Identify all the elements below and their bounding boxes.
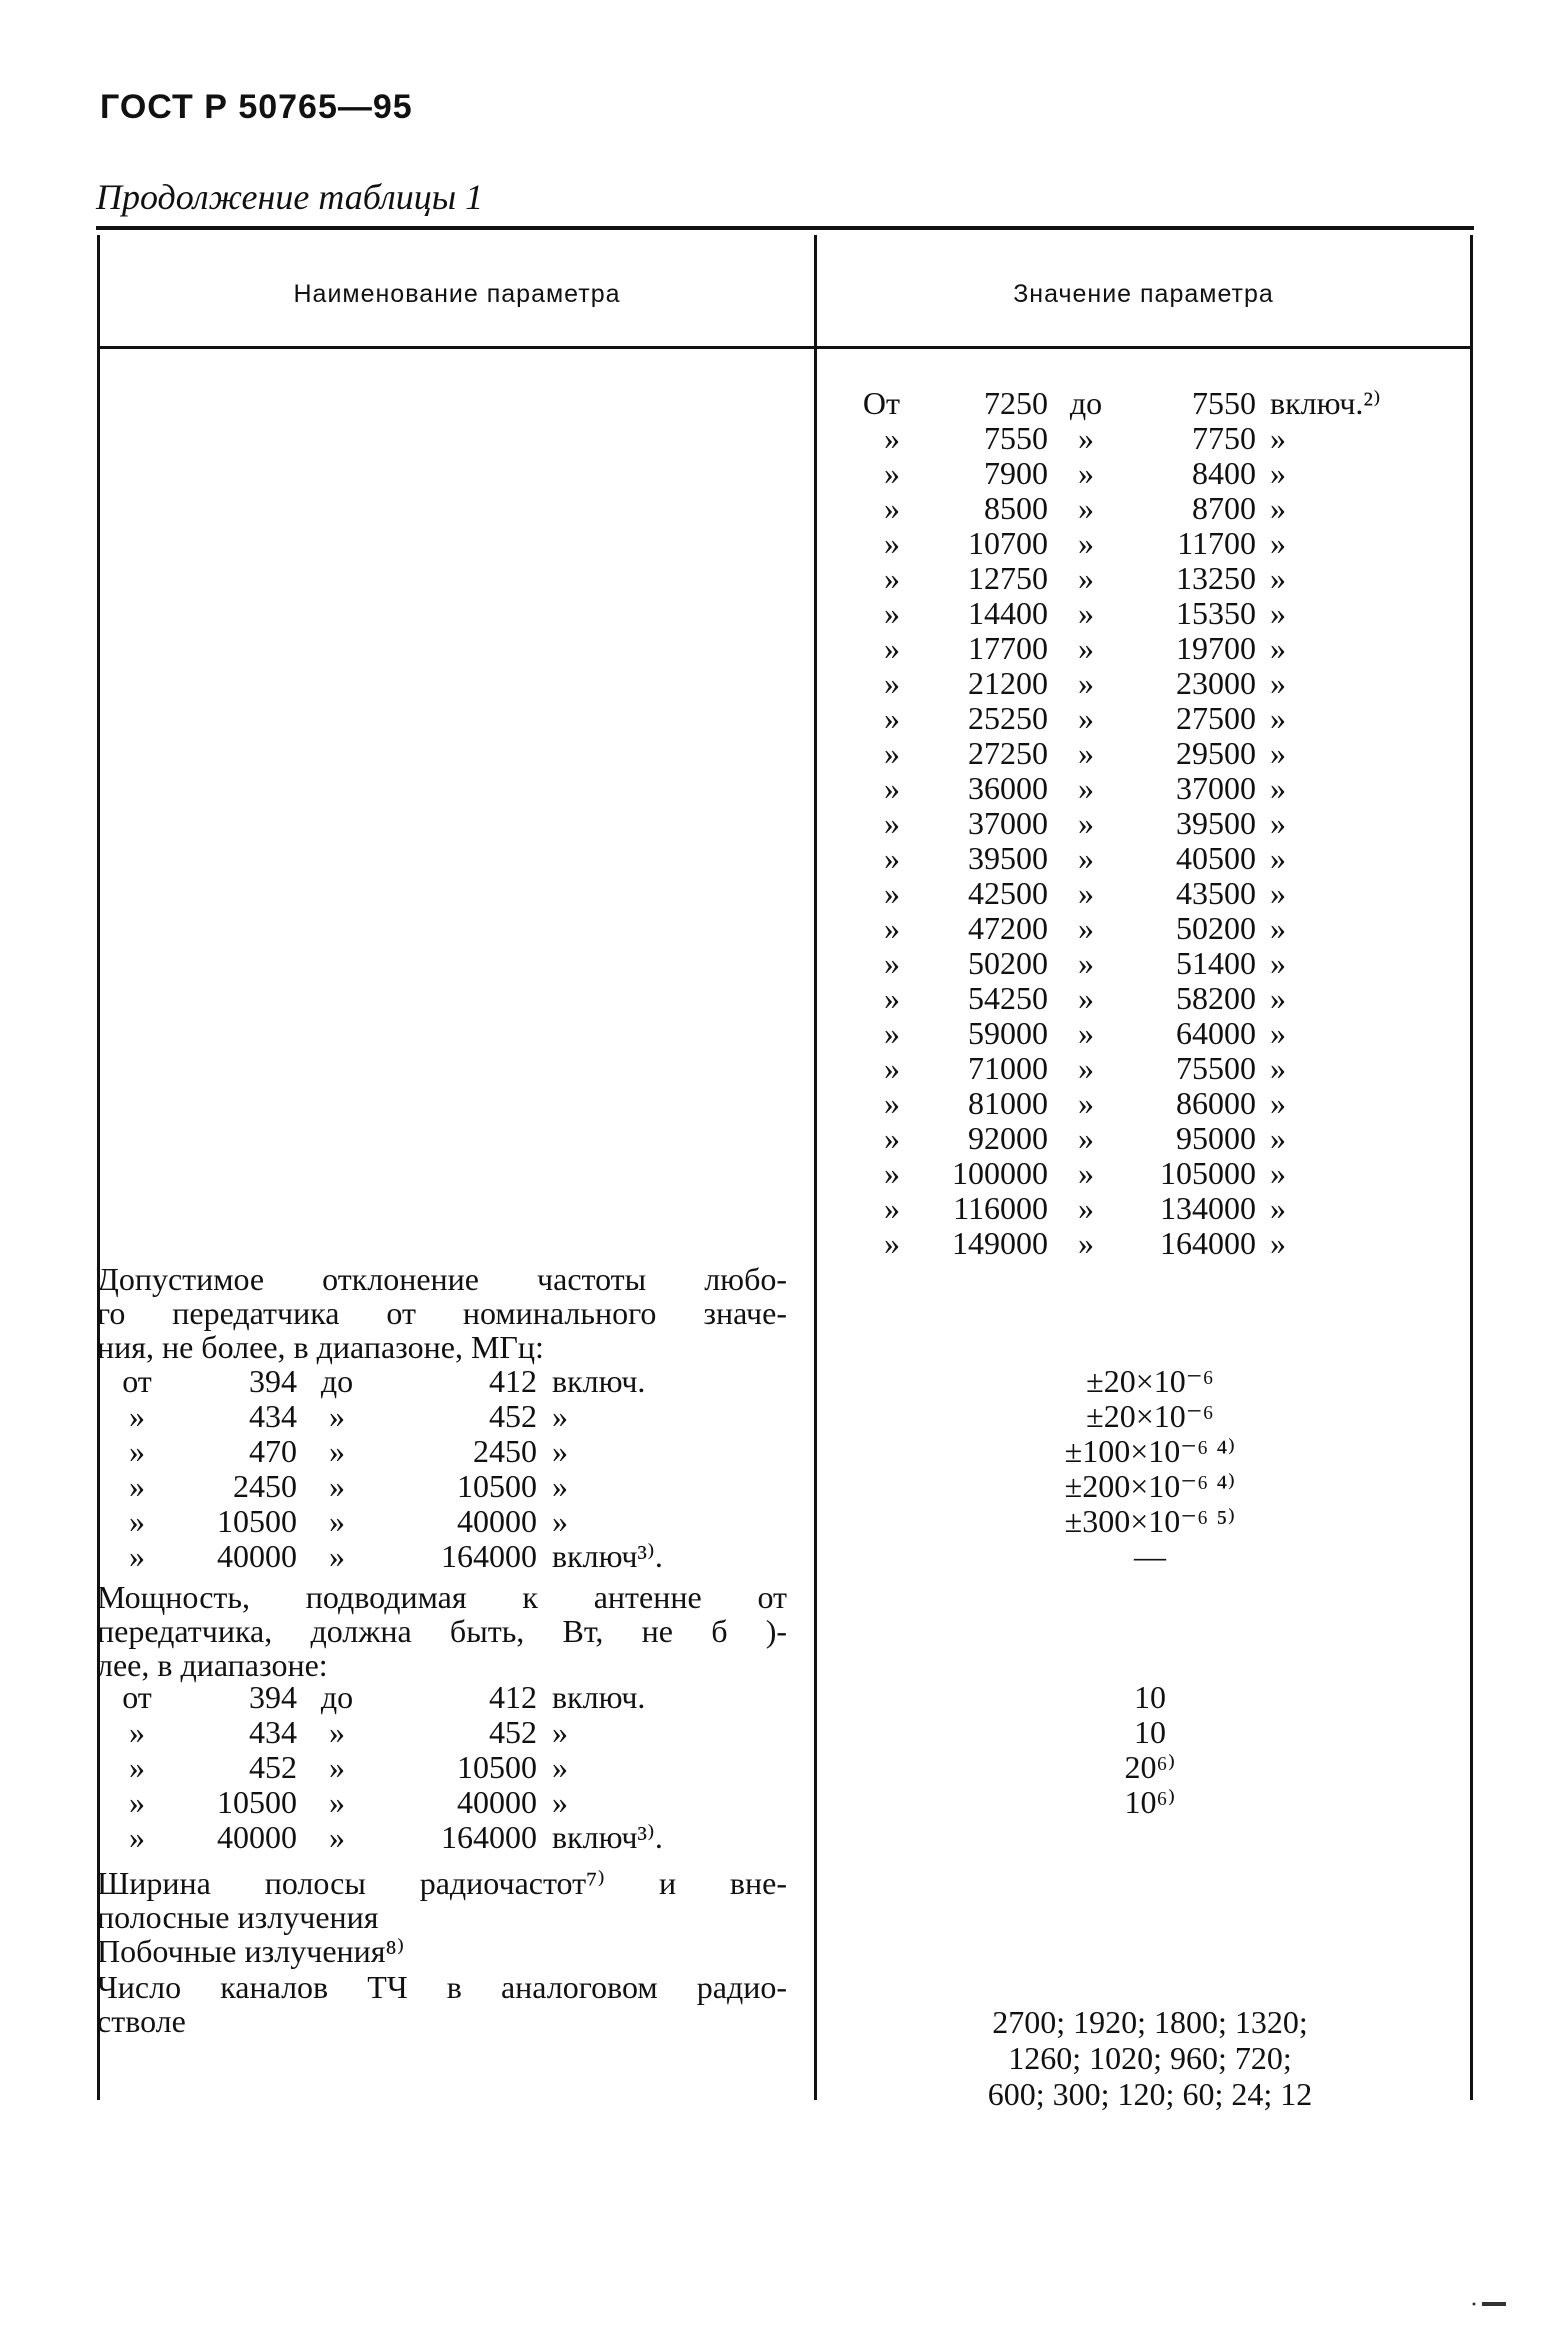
range-suffix: » (1270, 1085, 1286, 1121)
range-suffix: » (1270, 455, 1286, 491)
range-prefix: » (884, 980, 900, 1016)
range-row (820, 911, 1470, 946)
range-end: 15350 (1176, 595, 1256, 631)
range-prefix: » (884, 945, 900, 981)
range-end: 27500 (1176, 700, 1256, 736)
frequency-range-list (820, 386, 1470, 1266)
range-to: » (1078, 630, 1094, 666)
band-from: 394 (249, 1679, 297, 1715)
band-suffix: » (552, 1714, 568, 1750)
range-end: 29500 (1176, 735, 1256, 771)
range-to: » (1078, 525, 1094, 561)
band-to: » (329, 1714, 345, 1750)
scan-mark (1470, 2300, 1510, 2308)
deviation-value: ±100×10⁻⁶ ⁴⁾ (1064, 1433, 1236, 1469)
range-prefix: » (884, 525, 900, 561)
range-suffix: » (1270, 525, 1286, 561)
band-from: 2450 (233, 1468, 297, 1504)
range-from: 42500 (968, 875, 1048, 911)
range-to: » (1078, 1015, 1094, 1051)
channels-line-1: Число каналов ТЧ в аналоговом радио- (97, 1969, 787, 2005)
channels-value-line-1: 2700; 1920; 1800; 1320; (992, 2004, 1308, 2040)
range-row (820, 491, 1470, 526)
range-row (820, 946, 1470, 981)
band-to: » (329, 1819, 345, 1855)
band-to: » (329, 1433, 345, 1469)
range-row (820, 1156, 1470, 1191)
deviation-line-1: Допустимое отклонение частоты любо- (97, 1261, 787, 1297)
range-from: 100000 (952, 1155, 1048, 1191)
range-to: » (1078, 1190, 1094, 1226)
range-from: 14400 (968, 595, 1048, 631)
band-prefix: » (129, 1433, 145, 1469)
range-to: » (1078, 875, 1094, 911)
bandwidth-line-2: полосные излучения (97, 1899, 379, 1935)
band-from: 470 (249, 1433, 297, 1469)
band-prefix: » (129, 1538, 145, 1574)
power-row (97, 1680, 797, 1715)
table-right-border (1470, 235, 1473, 2100)
bandwidth-line-1: Ширина полосы радиочастот⁷⁾ и вне- (97, 1865, 787, 1901)
band-to: » (329, 1749, 345, 1785)
power-row (97, 1820, 797, 1855)
range-suffix: » (1270, 1120, 1286, 1156)
band-suffix: » (552, 1503, 568, 1539)
table-column-divider (814, 235, 817, 2100)
deviation-value: — (1134, 1538, 1166, 1574)
band-to: до (320, 1363, 354, 1399)
range-prefix: » (884, 1155, 900, 1191)
range-from: 59000 (968, 1015, 1048, 1051)
range-prefix: » (884, 455, 900, 491)
range-row (820, 526, 1470, 561)
range-row (820, 596, 1470, 631)
band-to: до (320, 1679, 354, 1715)
range-to: » (1078, 945, 1094, 981)
range-suffix: » (1270, 945, 1286, 981)
deviation-line-3: ния, не более, в диапазоне, МГц: (97, 1329, 544, 1365)
deviation-row (97, 1399, 797, 1434)
range-to: » (1078, 1085, 1094, 1121)
range-prefix: » (884, 1015, 900, 1051)
range-to: » (1078, 420, 1094, 456)
range-suffix: » (1270, 840, 1286, 876)
range-suffix: включ.²⁾ (1270, 385, 1381, 421)
range-from: 116000 (953, 1190, 1048, 1226)
range-end: 105000 (1160, 1155, 1256, 1191)
range-from: 71000 (968, 1050, 1048, 1086)
range-prefix: » (884, 840, 900, 876)
range-to: » (1078, 1050, 1094, 1086)
band-prefix: » (129, 1398, 145, 1434)
range-end: 50200 (1176, 910, 1256, 946)
range-prefix: » (884, 595, 900, 631)
band-suffix: включ. (552, 1679, 646, 1715)
range-prefix: » (884, 1120, 900, 1156)
range-from: 7250 (984, 385, 1048, 421)
range-suffix: » (1270, 910, 1286, 946)
range-prefix: » (884, 560, 900, 596)
range-prefix: » (884, 665, 900, 701)
range-row (820, 876, 1470, 911)
range-from: 27250 (968, 735, 1048, 771)
range-row (820, 1121, 1470, 1156)
range-row (820, 806, 1470, 841)
deviation-row (97, 1434, 797, 1469)
range-suffix: » (1270, 875, 1286, 911)
band-end: 164000 (441, 1538, 537, 1574)
band-suffix: » (552, 1749, 568, 1785)
range-suffix: » (1270, 770, 1286, 806)
range-from: 54250 (968, 980, 1048, 1016)
range-suffix: » (1270, 805, 1286, 841)
range-end: 51400 (1176, 945, 1256, 981)
power-line-2: передатчика, должна быть, Вт, не б )- (97, 1613, 787, 1649)
range-to: » (1078, 1225, 1094, 1261)
range-row (820, 1051, 1470, 1086)
band-end: 2450 (473, 1433, 537, 1469)
range-to: » (1078, 665, 1094, 701)
band-end: 412 (489, 1679, 537, 1715)
range-row (820, 981, 1470, 1016)
range-to: » (1078, 1120, 1094, 1156)
power-line-3: лее, в диапазоне: (97, 1647, 328, 1683)
range-from: 39500 (968, 840, 1048, 876)
table-caption: Продолжение таблицы 1 (96, 177, 484, 217)
range-prefix: От (862, 385, 900, 421)
range-prefix: » (884, 700, 900, 736)
power-value: 10 (1134, 1714, 1166, 1750)
range-to: » (1078, 1155, 1094, 1191)
band-to: » (329, 1784, 345, 1820)
band-end: 452 (489, 1714, 537, 1750)
range-row (820, 736, 1470, 771)
deviation-value: ±20×10⁻⁶ (1086, 1363, 1214, 1399)
power-row (97, 1750, 797, 1785)
range-to: » (1078, 700, 1094, 736)
band-from: 452 (249, 1749, 297, 1785)
range-suffix: » (1270, 665, 1286, 701)
deviation-value: ±300×10⁻⁶ ⁵⁾ (1064, 1503, 1236, 1539)
range-end: 19700 (1176, 630, 1256, 666)
range-row (820, 1191, 1470, 1226)
range-end: 75500 (1176, 1050, 1256, 1086)
band-from: 434 (249, 1714, 297, 1750)
band-from: 434 (249, 1398, 297, 1434)
range-prefix: » (884, 770, 900, 806)
range-from: 7550 (984, 420, 1048, 456)
range-prefix: » (884, 1190, 900, 1226)
range-end: 8400 (1192, 455, 1256, 491)
range-suffix: » (1270, 595, 1286, 631)
band-from: 394 (249, 1363, 297, 1399)
band-end: 40000 (457, 1784, 537, 1820)
table-header-rule (100, 346, 1470, 349)
band-end: 452 (489, 1398, 537, 1434)
deviation-row (97, 1504, 797, 1539)
band-end: 10500 (457, 1749, 537, 1785)
range-to: » (1078, 805, 1094, 841)
range-prefix: » (884, 875, 900, 911)
table-top-rule (96, 226, 1474, 230)
range-to: до (1069, 385, 1103, 421)
range-end: 134000 (1160, 1190, 1256, 1226)
channels-value-line-3: 600; 300; 120; 60; 24; 12 (987, 2076, 1313, 2112)
band-to: » (329, 1538, 345, 1574)
band-from: 40000 (217, 1819, 297, 1855)
band-to: » (329, 1398, 345, 1434)
range-suffix: » (1270, 1015, 1286, 1051)
range-end: 43500 (1176, 875, 1256, 911)
power-row (97, 1785, 797, 1820)
band-prefix: » (129, 1784, 145, 1820)
range-suffix: » (1270, 1225, 1286, 1261)
range-prefix: » (884, 735, 900, 771)
band-prefix: » (129, 1468, 145, 1504)
band-prefix: » (129, 1714, 145, 1750)
range-suffix: » (1270, 420, 1286, 456)
band-suffix: включ. (552, 1363, 646, 1399)
column-header-value: Значение параметра (1013, 280, 1274, 308)
spurious-emissions: Побочные излучения⁸⁾ (97, 1933, 405, 1969)
range-prefix: » (884, 490, 900, 526)
range-suffix: » (1270, 700, 1286, 736)
range-row (820, 1226, 1470, 1261)
range-end: 58200 (1176, 980, 1256, 1016)
power-value: 20⁶⁾ (1124, 1749, 1176, 1785)
range-to: » (1078, 980, 1094, 1016)
band-prefix: » (129, 1503, 145, 1539)
band-to: » (329, 1503, 345, 1539)
range-end: 64000 (1176, 1015, 1256, 1051)
range-to: » (1078, 490, 1094, 526)
band-suffix: включ³⁾. (552, 1538, 663, 1574)
channels-value-line-2: 1260; 1020; 960; 720; (1008, 2040, 1292, 2076)
range-end: 13250 (1176, 560, 1256, 596)
band-end: 10500 (457, 1468, 537, 1504)
power-value: 10 (1134, 1679, 1166, 1715)
range-suffix: » (1270, 980, 1286, 1016)
range-from: 50200 (968, 945, 1048, 981)
range-prefix: » (884, 805, 900, 841)
range-from: 25250 (968, 700, 1048, 736)
range-suffix: » (1270, 1155, 1286, 1191)
range-row (820, 421, 1470, 456)
range-from: 37000 (968, 805, 1048, 841)
range-row (820, 666, 1470, 701)
range-end: 11700 (1177, 525, 1256, 561)
range-row (820, 631, 1470, 666)
range-row (820, 386, 1470, 421)
power-line-1: Мощность, подводимая к антенне от (97, 1579, 787, 1615)
deviation-row (97, 1539, 797, 1574)
range-end: 7750 (1192, 420, 1256, 456)
range-from: 149000 (952, 1225, 1048, 1261)
range-from: 12750 (968, 560, 1048, 596)
band-end: 164000 (441, 1819, 537, 1855)
range-end: 23000 (1176, 665, 1256, 701)
range-from: 92000 (968, 1120, 1048, 1156)
range-row (820, 701, 1470, 736)
range-from: 47200 (968, 910, 1048, 946)
document-header: ГОСТ Р 50765—95 (100, 88, 413, 126)
range-end: 7550 (1192, 385, 1256, 421)
range-row (820, 841, 1470, 876)
deviation-value: ±20×10⁻⁶ (1086, 1398, 1214, 1434)
range-from: 10700 (968, 525, 1048, 561)
deviation-line-2: го передатчика от номинального значе- (97, 1295, 787, 1331)
band-prefix: » (129, 1749, 145, 1785)
band-suffix: » (552, 1433, 568, 1469)
range-end: 8700 (1192, 490, 1256, 526)
range-prefix: » (884, 630, 900, 666)
band-from: 40000 (217, 1538, 297, 1574)
channels-line-2: стволе (97, 2003, 186, 2039)
range-end: 164000 (1160, 1225, 1256, 1261)
range-from: 21200 (968, 665, 1048, 701)
range-end: 86000 (1176, 1085, 1256, 1121)
range-to: » (1078, 735, 1094, 771)
range-end: 95000 (1176, 1120, 1256, 1156)
range-from: 17700 (968, 630, 1048, 666)
range-prefix: » (884, 420, 900, 456)
range-end: 40500 (1176, 840, 1256, 876)
band-from: 10500 (217, 1784, 297, 1820)
deviation-row (97, 1469, 797, 1504)
band-prefix: » (129, 1819, 145, 1855)
range-suffix: » (1270, 560, 1286, 596)
band-suffix: » (552, 1398, 568, 1434)
range-suffix: » (1270, 1190, 1286, 1226)
range-to: » (1078, 595, 1094, 631)
range-from: 7900 (984, 455, 1048, 491)
band-end: 40000 (457, 1503, 537, 1539)
range-to: » (1078, 560, 1094, 596)
band-suffix: включ³⁾. (552, 1819, 663, 1855)
range-prefix: » (884, 1050, 900, 1086)
column-header-name: Наименование параметра (293, 280, 621, 308)
range-row (820, 771, 1470, 806)
range-to: » (1078, 910, 1094, 946)
range-row (820, 1016, 1470, 1051)
range-prefix: » (884, 910, 900, 946)
band-to: » (329, 1468, 345, 1504)
range-end: 37000 (1176, 770, 1256, 806)
band-prefix: от (122, 1679, 152, 1715)
range-from: 36000 (968, 770, 1048, 806)
band-prefix: от (122, 1363, 152, 1399)
range-row (820, 1086, 1470, 1121)
range-prefix: » (884, 1225, 900, 1261)
range-from: 81000 (968, 1085, 1048, 1121)
range-to: » (1078, 455, 1094, 491)
power-row (97, 1715, 797, 1750)
range-row (820, 561, 1470, 596)
range-row (820, 456, 1470, 491)
range-suffix: » (1270, 490, 1286, 526)
range-suffix: » (1270, 1050, 1286, 1086)
band-suffix: » (552, 1784, 568, 1820)
deviation-value: ±200×10⁻⁶ ⁴⁾ (1064, 1468, 1236, 1504)
channels-value (830, 2004, 1470, 2112)
range-suffix: » (1270, 735, 1286, 771)
band-suffix: » (552, 1468, 568, 1504)
power-value: 10⁶⁾ (1124, 1784, 1176, 1820)
range-suffix: » (1270, 630, 1286, 666)
band-end: 412 (489, 1363, 537, 1399)
range-to: » (1078, 770, 1094, 806)
range-prefix: » (884, 1085, 900, 1121)
range-to: » (1078, 840, 1094, 876)
band-from: 10500 (217, 1503, 297, 1539)
range-end: 39500 (1176, 805, 1256, 841)
range-from: 8500 (984, 490, 1048, 526)
deviation-row (97, 1364, 797, 1399)
